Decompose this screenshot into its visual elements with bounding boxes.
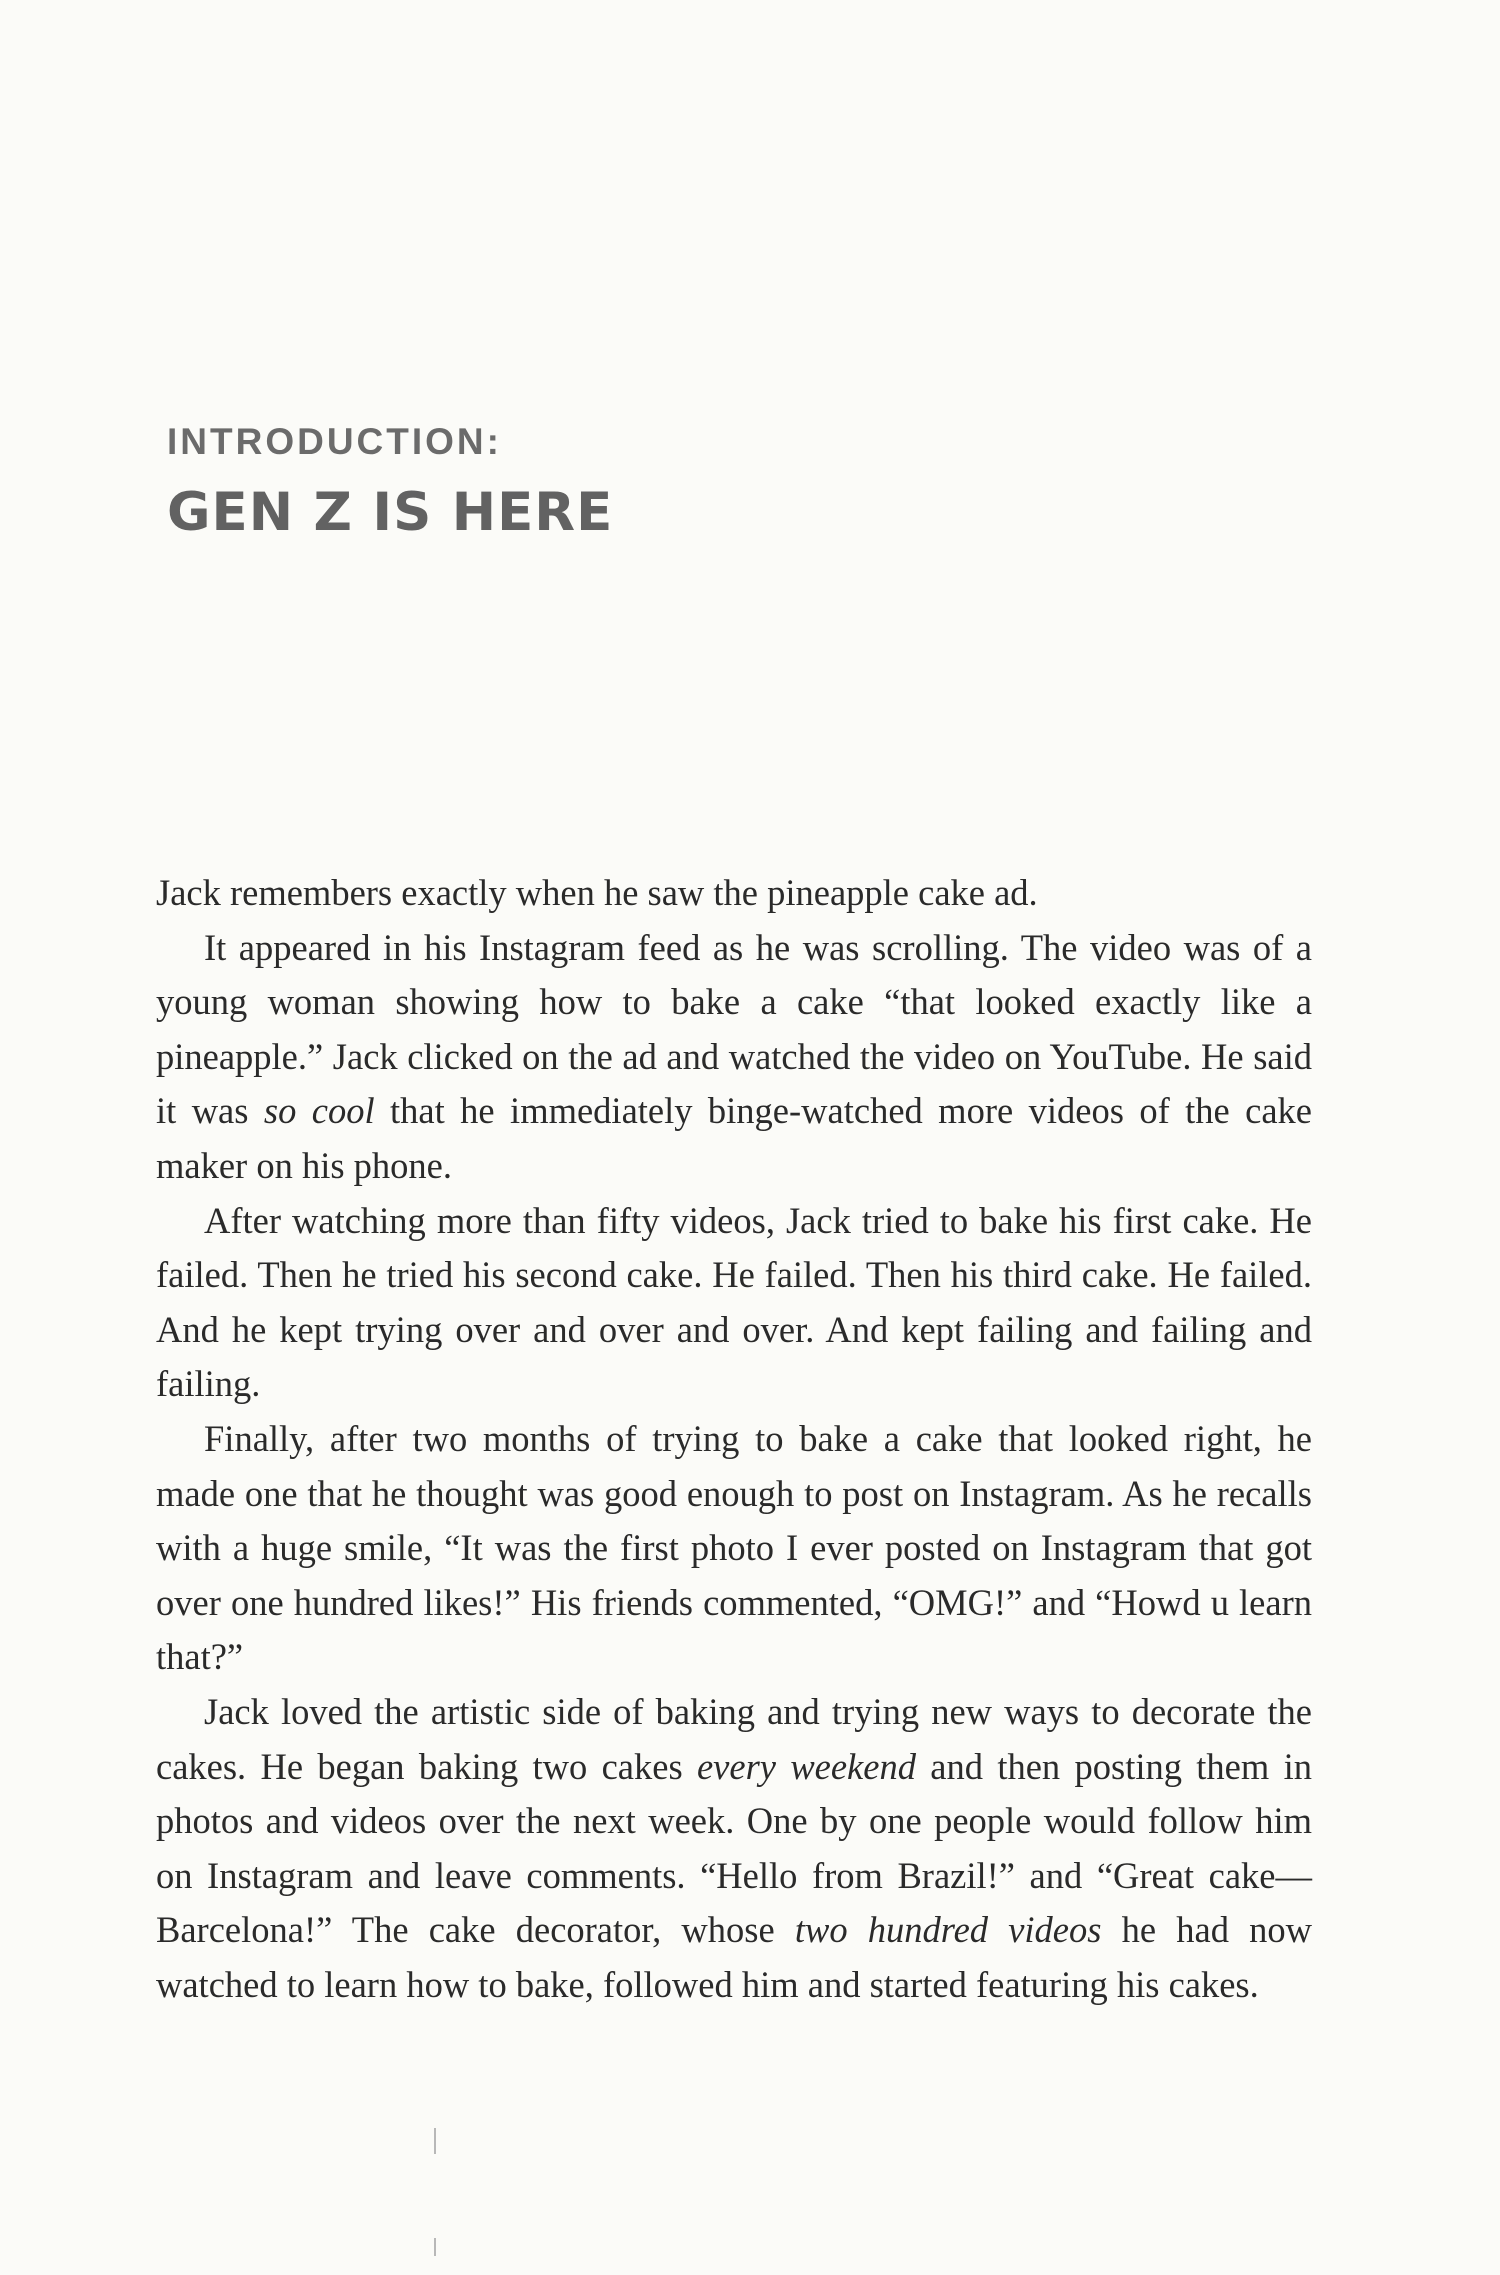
paragraph-text: and then posting them in photos and videos over the next week. One by one people would follow him on Instagram and leave comments. “Hello from Brazil!” and “Great cake—Barcelona!” The cake decorator, whose [156, 1745, 1312, 1951]
chapter-header [167, 418, 1067, 544]
paragraph-text: It appeared in his Instagram feed as he was scrolling. The video was of a young woman showing how to bake a cake “that looked exactly like a pineapple.” Jack clicked on the ad and watched the video on YouTube. He said it was [156, 926, 1312, 1132]
body-paragraph [156, 1194, 1312, 1412]
scan-mark [434, 2238, 436, 2256]
body-paragraph [156, 1685, 1312, 2013]
paragraph-text: Jack remembers exactly when he saw the pineapple cake ad. [156, 872, 1038, 913]
chapter-title: GEN Z IS HERE [167, 482, 614, 543]
chapter-body [156, 866, 1312, 2012]
paragraph-text: Jack loved the artistic side of baking and trying new ways to decorate the cakes. He began baking two cakes [156, 1690, 1312, 1787]
emphasized-text: every weekend [696, 1745, 916, 1787]
body-paragraph [156, 1412, 1312, 1685]
paragraph-text: that he immediately binge-watched more videos of the cake maker on his phone. [156, 1090, 1312, 1186]
chapter-label: INTRODUCTION: [167, 421, 502, 462]
paragraph-text: Finally, after two months of trying to bake a cake that looked right, he made one that he thought was good enough to post on Instagram. As he recalls with a huge smile, “It was the first photo I ever posted on Instagram that got over one hundred likes!” His friends commented, “OMG!” and “Howd u learn that?” [156, 1417, 1312, 1678]
emphasized-text: so cool [263, 1090, 375, 1132]
body-paragraph [156, 866, 1312, 921]
body-paragraph [156, 921, 1312, 1194]
scan-mark [434, 2128, 436, 2154]
emphasized-text: two hundred videos [794, 1909, 1102, 1951]
paragraph-text: After watching more than fifty videos, Jack tried to bake his first cake. He failed. Then he tried his second cake. He failed. Then his third cake. He failed. And he kept trying over and over and over. And kept failing and failing and failing. [156, 1199, 1312, 1405]
paragraph-text: he had now watched to learn how to bake, followed him and started featuring his cakes. [156, 1909, 1312, 2005]
